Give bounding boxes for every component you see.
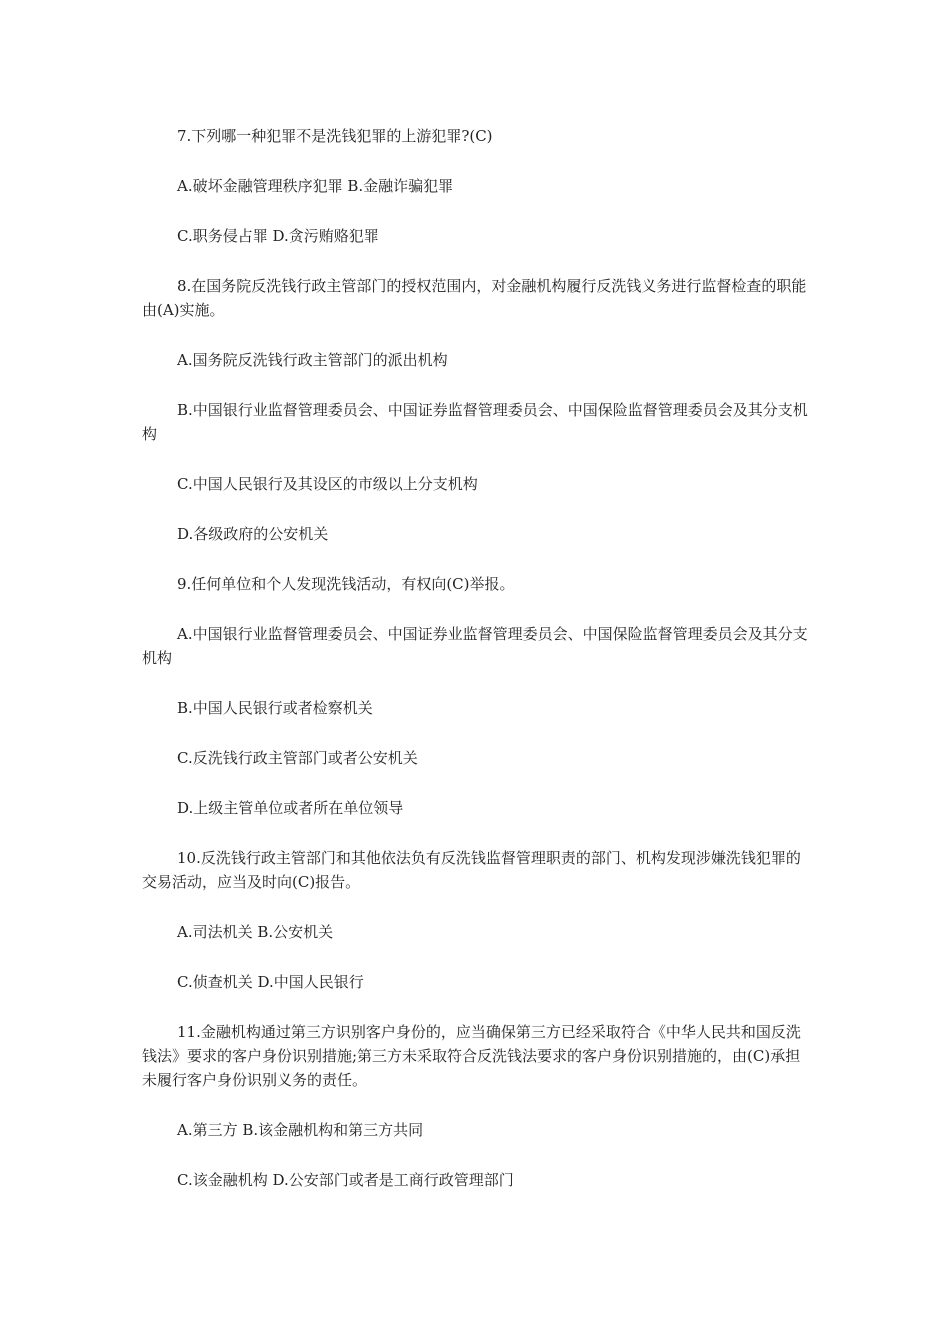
question-9-option-b: B.中国人民银行或者检察机关: [177, 699, 373, 717]
question-9: 9.任何单位和个人发现洗钱活动，有权向(C)举报。: [177, 575, 515, 593]
question-8-option-d: D.各级政府的公安机关: [177, 525, 329, 543]
question-7-options-ab: A.破坏金融管理秩序犯罪 B.金融诈骗犯罪: [177, 177, 454, 195]
question-10-options-ab: A.司法机关 B.公安机关: [177, 923, 334, 941]
question-7: 7.下列哪一种犯罪不是洗钱犯罪的上游犯罪?(C): [177, 127, 493, 145]
question-9-option-a: A.中国银行业监督管理委员会、中国证券业监督管理委员会、中国保险监督管理委员会及其分支机构: [142, 625, 808, 667]
question-9-option-c: C.反洗钱行政主管部门或者公安机关: [177, 749, 418, 767]
document-body: [142, 124, 814, 1218]
question-10: 10.反洗钱行政主管部门和其他依法负有反洗钱监督管理职责的部门、机构发现涉嫌洗钱犯罪的交易活动，应当及时向(C)报告。: [142, 849, 801, 891]
question-8-option-c: C.中国人民银行及其设区的市级以上分支机构: [177, 475, 478, 493]
question-8: 8.在国务院反洗钱行政主管部门的授权范围内，对金融机构履行反洗钱义务进行监督检查的职能由(A)实施。: [142, 277, 807, 319]
question-11: 11.金融机构通过第三方识别客户身份的，应当确保第三方已经采取符合《中华人民共和国反洗钱法》要求的客户身份识别措施;第三方未采取符合反洗钱法要求的客户身份识别措施的，由(C)承担未履行客户身份识别义务的责任。: [142, 1023, 801, 1089]
question-8-option-a: A.国务院反洗钱行政主管部门的派出机构: [177, 351, 448, 369]
question-11-options-cd: C.该金融机构 D.公安部门或者是工商行政管理部门: [177, 1171, 514, 1189]
question-7-options-cd: C.职务侵占罪 D.贪污贿赂犯罪: [177, 227, 379, 245]
question-8-option-b: B.中国银行业监督管理委员会、中国证券监督管理委员会、中国保险监督管理委员会及其分支机构: [142, 401, 808, 443]
question-11-options-ab: A.第三方 B.该金融机构和第三方共同: [177, 1121, 424, 1139]
question-10-options-cd: C.侦查机关 D.中国人民银行: [177, 973, 364, 991]
question-9-option-d: D.上级主管单位或者所在单位领导: [177, 799, 404, 817]
